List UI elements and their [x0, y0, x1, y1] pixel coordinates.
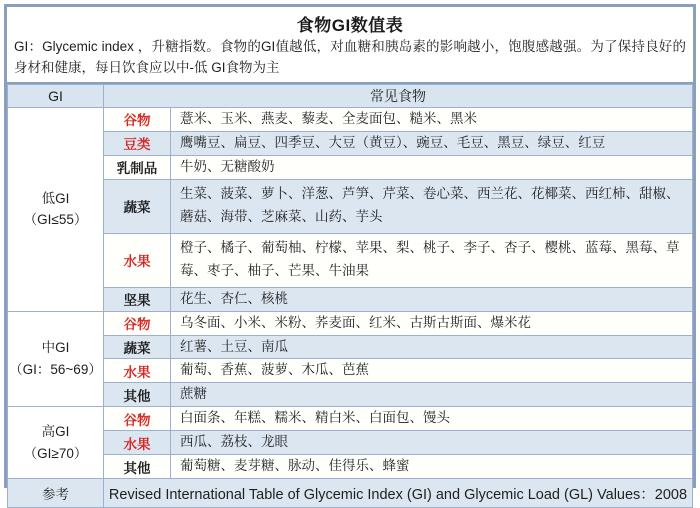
table-row — [8, 455, 693, 479]
table-row — [8, 335, 693, 359]
reference-row — [8, 479, 693, 508]
reference-text: Revised International Table of Glycemic Index (GI) and Glycemic Load (GL) Values：2008 — [104, 479, 693, 508]
foods-cell: 乌冬面、小米、米粉、荞麦面、红米、古斯古斯面、爆米花 — [171, 311, 693, 335]
column-header-row — [8, 84, 693, 107]
gi-group-mid-line1: 中GI — [41, 340, 70, 356]
foods-column-header: 常见食物 — [104, 84, 693, 107]
gi-group-low-line2: （GI≤55） — [23, 212, 88, 228]
table-row — [8, 311, 693, 335]
table-row — [8, 287, 693, 311]
foods-cell: 薏米、玉米、燕麦、藜麦、全麦面包、糙米、黑米 — [171, 107, 693, 131]
table-row — [8, 131, 693, 155]
category-cell: 谷物 — [104, 407, 171, 431]
gi-column-header: GI — [8, 84, 104, 107]
category-cell: 其他 — [104, 383, 171, 407]
foods-cell: 生菜、菠菜、萝卜、洋葱、芦笋、芹菜、卷心菜、西兰花、花椰菜、西红柿、甜椒、蘑菇、海带、芝麻菜、山药、芋头 — [171, 179, 693, 233]
category-cell: 蔬菜 — [104, 179, 171, 233]
foods-cell: 花生、杏仁、核桃 — [171, 287, 693, 311]
reference-label: 参考 — [8, 479, 104, 508]
foods-cell: 蔗糖 — [171, 383, 693, 407]
foods-cell: 红薯、土豆、南瓜 — [171, 335, 693, 359]
table-row — [8, 179, 693, 233]
gi-group-high-line1: 高GI — [41, 424, 70, 440]
category-cell: 谷物 — [104, 311, 171, 335]
table-row — [8, 359, 693, 383]
foods-cell: 橙子、橘子、葡萄柚、柠檬、苹果、梨、桃子、李子、杏子、樱桃、蓝莓、黑莓、草莓、枣子、柚子、芒果、牛油果 — [171, 233, 693, 287]
gi-group-high-line2: （GI≥70） — [23, 445, 88, 461]
foods-cell: 牛奶、无糖酸奶 — [171, 155, 693, 179]
table-row — [8, 107, 693, 131]
category-cell: 蔬菜 — [104, 335, 171, 359]
table-row — [8, 383, 693, 407]
foods-cell: 鹰嘴豆、扁豆、四季豆、大豆（黄豆）、豌豆、毛豆、黑豆、绿豆、红豆 — [171, 131, 693, 155]
category-cell: 坚果 — [104, 287, 171, 311]
gi-group-label-high — [8, 407, 104, 479]
category-cell: 谷物 — [104, 107, 171, 131]
category-cell: 水果 — [104, 431, 171, 455]
table-header-block — [7, 7, 693, 84]
category-cell: 其他 — [104, 455, 171, 479]
foods-cell: 葡萄糖、麦芽糖、脉动、佳得乐、蜂蜜 — [171, 455, 693, 479]
gi-group-low-line1: 低GI — [41, 190, 70, 206]
table-row — [8, 407, 693, 431]
gi-group-mid-line2: （GI：56~69） — [9, 361, 102, 377]
table-description: GI：Glycemic index ，升糖指数。食物的GI值越低，对血糖和胰岛素的影响越小，饱腹感越强。为了保持良好的身材和健康，每日饮食应以中-低 GI食物为主 — [14, 39, 686, 75]
foods-cell: 葡萄、香蕉、菠萝、木瓜、芭蕉 — [171, 359, 693, 383]
table-row — [8, 233, 693, 287]
gi-table — [7, 84, 693, 508]
category-cell: 豆类 — [104, 131, 171, 155]
category-cell: 水果 — [104, 359, 171, 383]
page-title: 食物GI数值表 — [296, 16, 404, 35]
gi-table-frame — [4, 4, 696, 503]
table-row — [8, 431, 693, 455]
foods-cell: 白面条、年糕、糯米、精白米、白面包、馒头 — [171, 407, 693, 431]
category-cell: 水果 — [104, 233, 171, 287]
table-row — [8, 155, 693, 179]
gi-group-label-low — [8, 107, 104, 311]
category-cell: 乳制品 — [104, 155, 171, 179]
gi-group-label-mid — [8, 311, 104, 407]
foods-cell: 西瓜、荔枝、龙眼 — [171, 431, 693, 455]
